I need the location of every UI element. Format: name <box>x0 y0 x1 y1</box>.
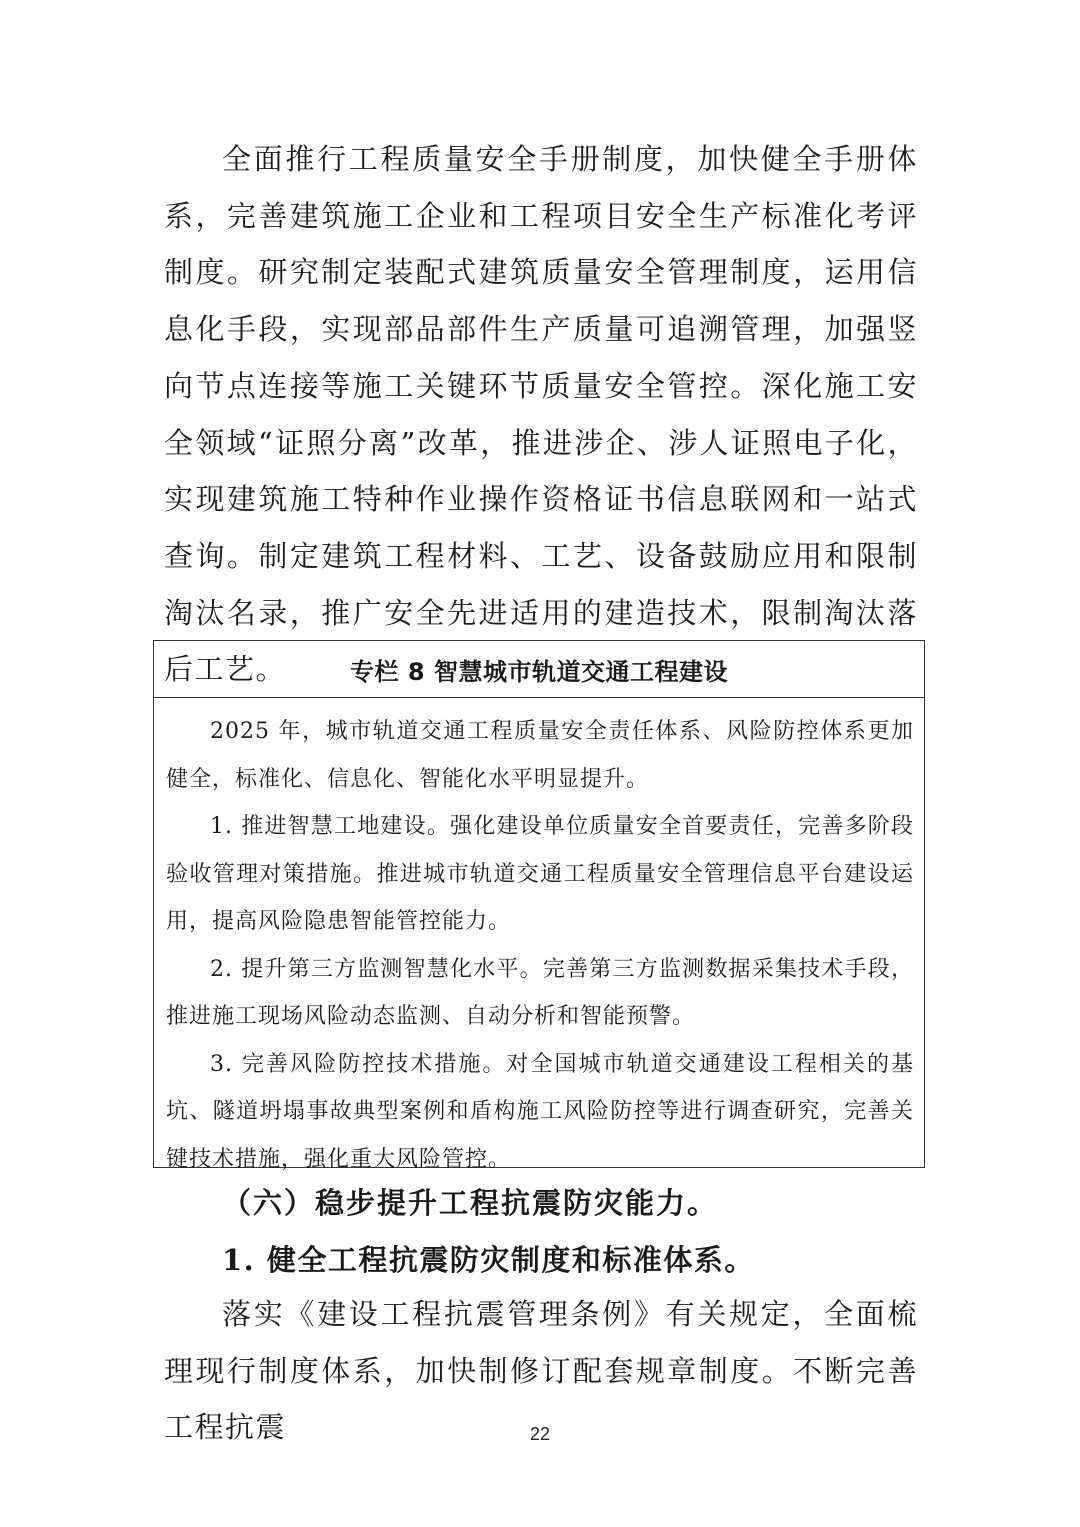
column-box-item: 3. 完善风险防控技术措施。对全国城市轨道交通建设工程相关的基坑、隧道坍塌事故典型案例和盾构施工风险防控等进行调查研究，完善关键技术措施，强化重大风险管控。 <box>166 1051 914 1172</box>
column-box-item: 2. 提升第三方监测智慧化水平。完善第三方监测数据采集技术手段，推进施工现场风险动态监测、自动分析和智能预警。 <box>166 956 914 1029</box>
column-box-item: 1. 推进智慧工地建设。强化建设单位质量安全首要责任，完善多阶段验收管理对策措施。推进城市轨道交通工程质量安全管理信息平台建设运用，提高风险隐患智能管控能力。 <box>166 814 914 934</box>
column-box <box>153 640 925 1172</box>
page-number: 22 <box>529 1424 551 1444</box>
section-heading: （六）稳步提升工程抗震防灾能力。 <box>222 1186 719 1220</box>
body-paragraph: 全面推行工程质量安全手册制度，加快健全手册体系，完善建筑施工企业和工程项目安全生产标准化考评制度。研究制定装配式建筑质量安全管理制度，运用信息化手段，实现部品部件生产质量可追溯管理，加强竖向节点连接等施工关键环节质量安全管控。深化施工安全领域“证照分离”改革，推进涉企、涉人证照电子化，实现建筑施工特种作业操作资格证书信息联网和一站式查询。制定建筑工程材料、工艺、设备鼓励应用和限制淘汰名录，推广安全先进适用的建造技术，限制淘汰落后工艺。 <box>164 142 918 687</box>
column-box-body <box>154 698 924 1183</box>
column-box-item: 2025 年，城市轨道交通工程质量安全责任体系、风险防控体系更加健全，标准化、信息化、智能化水平明显提升。 <box>166 719 914 792</box>
column-box-title: 专栏 8 智慧城市轨道交通工程建设 <box>154 641 924 698</box>
subsection-heading: 1. 健全工程抗震防灾制度和标准体系。 <box>222 1243 755 1277</box>
body-paragraph: 落实《建设工程抗震管理条例》有关规定，全面梳理现行制度体系，加快制修订配套规章制度。不断完善工程抗震 <box>164 1297 918 1445</box>
